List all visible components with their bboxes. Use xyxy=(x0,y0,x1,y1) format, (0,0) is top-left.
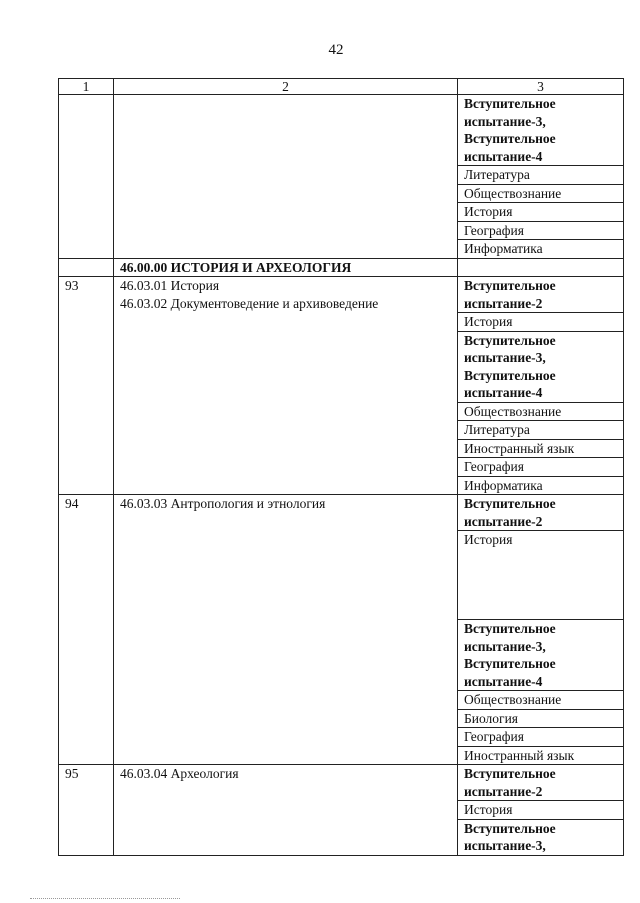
program-cell xyxy=(114,277,458,495)
row-number: 94 xyxy=(59,495,114,765)
program-cell xyxy=(114,765,458,856)
subjects-cell xyxy=(458,95,624,259)
subject-item: Обществознание xyxy=(458,185,623,204)
program-name: 46.03.01 История xyxy=(120,278,220,293)
subject-item: Обществознание xyxy=(458,691,623,710)
header-col-1: 1 xyxy=(59,79,114,95)
subject-item: Литература xyxy=(458,421,623,440)
table-row-94 xyxy=(59,495,624,765)
program-name: 46.03.04 Археология xyxy=(120,766,239,781)
subject-item: История xyxy=(458,801,623,820)
subjects-cell xyxy=(458,765,624,856)
table-row-95 xyxy=(59,765,624,856)
subject-item: История xyxy=(458,531,623,620)
row-number: 93 xyxy=(59,277,114,495)
header-col-3: 3 xyxy=(458,79,624,95)
table-header-row xyxy=(59,79,624,95)
subject-item: Вступительное испытание-2 xyxy=(458,495,623,531)
subject-item: Литература xyxy=(458,166,623,185)
row-number-cell xyxy=(59,258,114,277)
subjects-cell xyxy=(458,258,624,277)
program-name: 46.03.03 Антропология и этнология xyxy=(120,496,326,511)
scan-artifact-line xyxy=(30,898,180,900)
program-cell xyxy=(114,95,458,259)
subject-item: История xyxy=(458,203,623,222)
subject-item: Информатика xyxy=(464,241,543,256)
subject-item: Вступительное испытание-3, Вступительное испытание-4 xyxy=(458,620,623,691)
subject-item: Обществознание xyxy=(458,403,623,422)
subject-item: Вступительное испытание-3, xyxy=(464,820,556,853)
header-col-2: 2 xyxy=(114,79,458,95)
subject-item: Вступительное испытание-3, Вступительное испытание-4 xyxy=(458,95,623,166)
subject-item: География xyxy=(458,222,623,241)
subjects-cell xyxy=(458,277,624,495)
section-title: 46.00.00 ИСТОРИЯ И АРХЕОЛОГИЯ xyxy=(114,258,458,277)
subject-item: Вступительное испытание-2 xyxy=(458,277,623,313)
subjects-cell xyxy=(458,495,624,765)
subject-item: Иностранный язык xyxy=(464,747,575,763)
section-row xyxy=(59,258,624,277)
subject-item: История xyxy=(458,313,623,332)
page-number: 42 xyxy=(328,42,344,58)
admission-table xyxy=(58,78,624,856)
row-number-cell xyxy=(59,95,114,259)
subject-item: География xyxy=(458,728,623,747)
subject-item: География xyxy=(458,458,623,477)
program-name: 46.03.02 Документоведение и архивоведение xyxy=(120,295,379,311)
subject-item: Иностранный язык xyxy=(458,440,623,459)
subject-item: Вступительное испытание-2 xyxy=(458,765,623,801)
subject-item: Вступительное испытание-3, Вступительное испытание-4 xyxy=(458,332,623,403)
table-row-93 xyxy=(59,277,624,495)
subject-item: Информатика xyxy=(464,477,543,493)
row-number: 95 xyxy=(59,765,114,856)
table-row-continuation xyxy=(59,95,624,259)
subject-item: Биология xyxy=(458,710,623,729)
program-cell xyxy=(114,495,458,765)
